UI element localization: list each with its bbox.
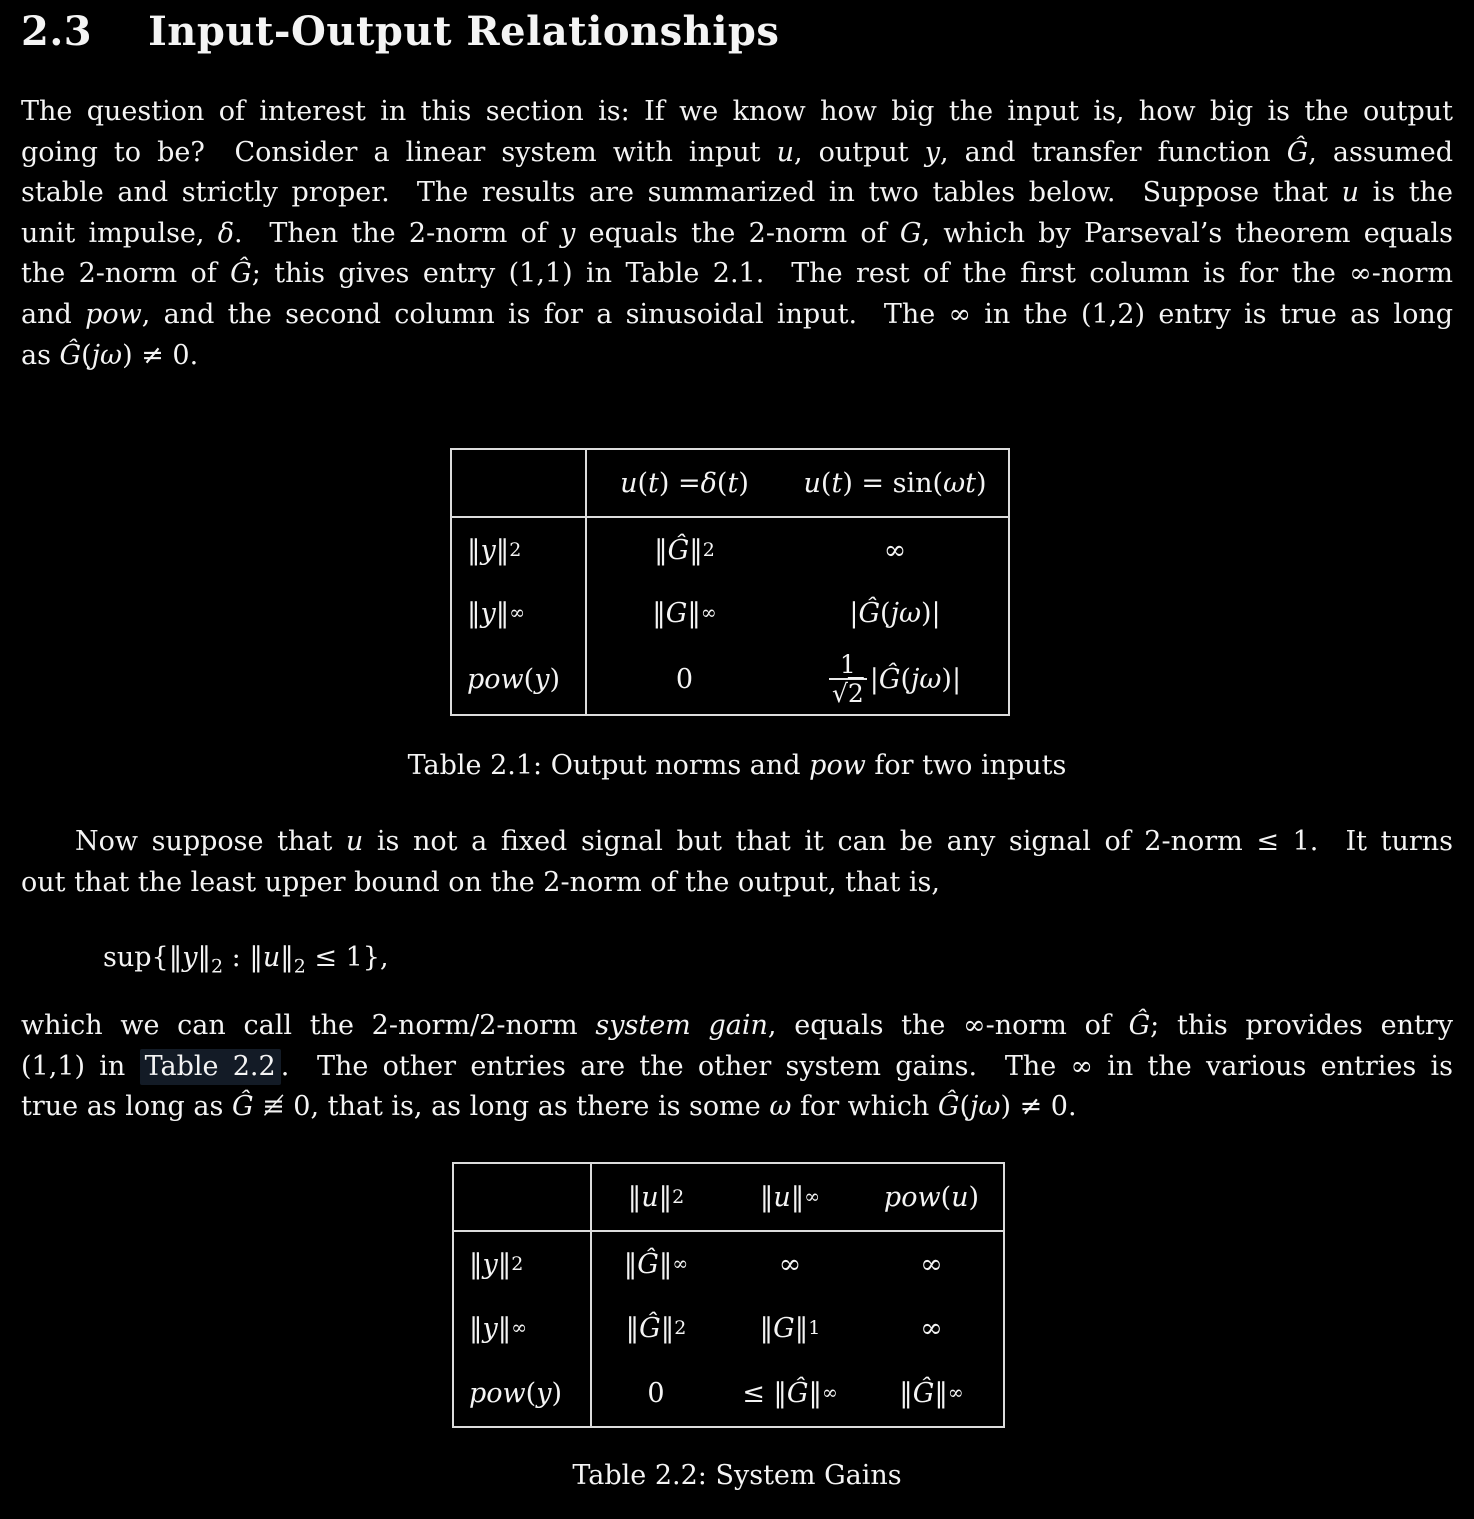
text-line: which we can call the 2-norm/2-norm system gain, equals the ∞-norm of Ĝ; this provides entry bbox=[21, 1010, 1453, 1041]
text-line: stable and strictly proper. The results are summarized in two tables below. Suppose that u is the bbox=[21, 177, 1454, 209]
table1-cell: | Ĝ ( jω )| bbox=[849, 597, 941, 629]
table2-cell: ∞ bbox=[920, 1248, 943, 1280]
table2-cell: ∞ bbox=[778, 1248, 802, 1280]
text-line: (1,1) in Table 2.2 . The other entries are the other system gains. The ∞ in the various entries is bbox=[21, 1047, 1453, 1088]
section-number: 2.3 bbox=[21, 8, 93, 55]
table2-cell: ‖ Ĝ ‖ 2 bbox=[625, 1312, 687, 1344]
section-heading bbox=[21, 8, 779, 55]
text-line: and pow, and the second column is for a sinusoidal input. The ∞ in the (1,2) entry is true as long bbox=[21, 298, 1453, 330]
table1-header-cell: u ( t ) = sin( ωt ) bbox=[782, 450, 1008, 518]
table1-cell: ‖ Ĝ ‖ 2 bbox=[654, 534, 715, 566]
table-2-1 bbox=[450, 448, 1010, 716]
table1-cell: $\frac{1}{√2}$ | Ĝ ( jω )| bbox=[782, 644, 1008, 714]
table1-row-label: ‖ y ‖ 2 bbox=[452, 518, 587, 582]
table2-corner-cell bbox=[454, 1164, 592, 1232]
section-title: Input-Output Relationships bbox=[148, 8, 780, 55]
table1-cell: ‖ G ‖ ∞ bbox=[652, 597, 717, 629]
text-line: out that the least upper bound on the 2-norm of the output, that is, bbox=[21, 866, 940, 898]
table2-row-label: pow ( y ) bbox=[454, 1360, 592, 1426]
table1-header-cell: u ( t ) = δ ( t ) bbox=[587, 450, 782, 518]
table2-row-label: ‖ y ‖ 2 bbox=[454, 1232, 592, 1296]
text-line: the 2-norm of Ĝ; this gives entry (1,1) in Table 2.1. The rest of the first column is for the ∞-norm bbox=[21, 258, 1454, 290]
table2-header-cell: ‖ u ‖ ∞ bbox=[720, 1164, 860, 1232]
table-2-2 bbox=[452, 1162, 1005, 1428]
table1-row-label: pow ( y ) bbox=[452, 644, 587, 714]
table2-cell: ‖ Ĝ ‖ ∞ bbox=[899, 1377, 964, 1409]
display-equation: $sup\{‖y‖_2$ : $‖u‖_2 \le 1$}, bbox=[103, 942, 389, 978]
table1-row-label: ‖ y ‖ ∞ bbox=[452, 582, 587, 644]
table1-corner-cell bbox=[452, 450, 587, 518]
table1-cell: 0 bbox=[675, 663, 694, 695]
table2-cell: ≤ ‖ Ĝ ‖ ∞ bbox=[742, 1377, 838, 1409]
paragraph-1 bbox=[21, 92, 1453, 376]
text-line: as Ĝ(jω) ≠ 0. bbox=[21, 339, 199, 371]
table2-cell: ∞ bbox=[920, 1312, 943, 1344]
paragraph-2 bbox=[21, 822, 1453, 903]
table2-cell: ‖ G ‖ 1 bbox=[759, 1312, 821, 1344]
table2-cell: ‖ Ĝ ‖ ∞ bbox=[623, 1248, 689, 1280]
table2-header-cell: pow ( u ) bbox=[860, 1164, 1003, 1232]
text-line: Now suppose that u is not a fixed signal but that it can be any signal of 2-norm ≤ 1. It turns bbox=[75, 826, 1453, 857]
table-2-1-caption: Table 2.1: Output norms and pow for two inputs bbox=[407, 750, 1067, 781]
paragraph-3 bbox=[21, 1006, 1453, 1128]
text-line: true as long as Ĝ ≢ 0, that is, as long as there is some ω for which Ĝ(jω) ≠ 0. bbox=[21, 1091, 1077, 1123]
table2-header-cell: ‖ u ‖ 2 bbox=[592, 1164, 720, 1232]
table-2-2-link[interactable]: Table 2.2 bbox=[140, 1049, 281, 1085]
table1-cell: ∞ bbox=[883, 534, 907, 566]
table-2-2-caption: Table 2.2: System Gains bbox=[572, 1460, 902, 1491]
table2-row-label: ‖ y ‖ ∞ bbox=[454, 1296, 592, 1360]
table2-cell: 0 bbox=[647, 1377, 665, 1409]
text-line: going to be? Consider a linear system with input u, output y, and transfer function Ĝ, assumed bbox=[21, 136, 1453, 168]
text-line: unit impulse, δ. Then the 2-norm of y equals the 2-norm of G, which by Parseval’s theorem equals bbox=[21, 217, 1453, 249]
text-line: The question of interest in this section is: If we know how big the input is, how big is the output bbox=[21, 96, 1453, 127]
